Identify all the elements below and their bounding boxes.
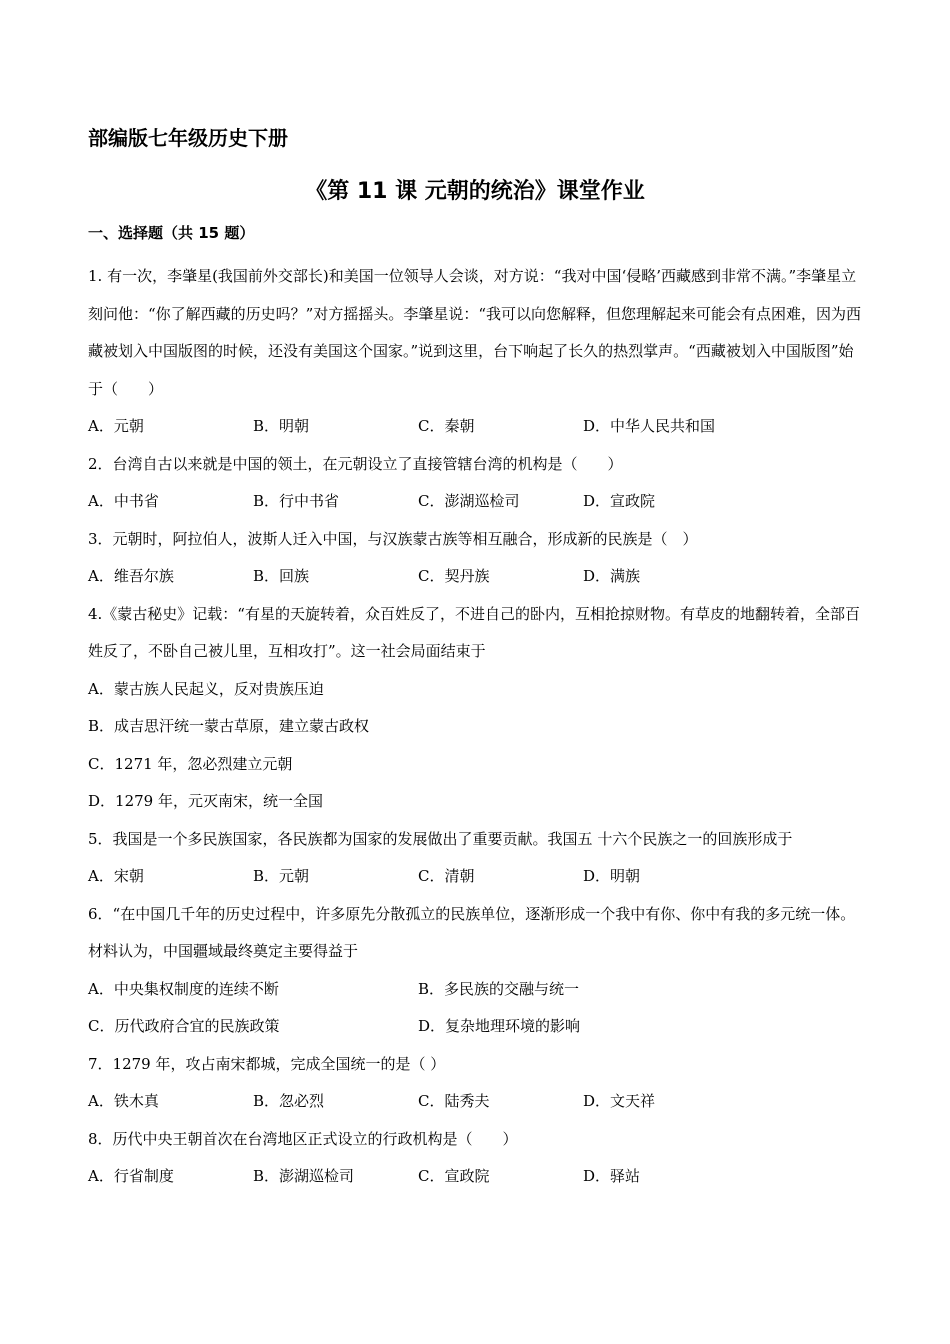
options-row xyxy=(88,746,863,784)
option-b[interactable]: B．行中书省 xyxy=(253,492,340,510)
question-stem: 5．我国是一个多民族国家，各民族都为国家的发展做出了重要贡献。我国五 十六个民族之一的回族形成于 xyxy=(88,829,793,848)
option-b[interactable]: B．元朝 xyxy=(253,867,310,885)
option-b[interactable]: B．多民族的交融与统一 xyxy=(418,979,580,998)
options-row xyxy=(88,1158,863,1196)
option-d[interactable]: D．宣政院 xyxy=(583,492,656,510)
option-a[interactable]: A．中书省 xyxy=(88,492,159,510)
options-row xyxy=(88,858,863,896)
question-5 xyxy=(88,821,863,896)
question-stem: 4.《蒙古秘史》记载：“有星的天旋转着，众百姓反了，不进自己的卧内，互相抢掠财物。有草皮的地翻转着，全部百姓反了，不卧自己被儿里，互相攻打”。这一社会局面结束于 xyxy=(88,604,860,660)
question-list xyxy=(88,258,863,1196)
option-c[interactable]: C．秦朝 xyxy=(418,417,475,435)
option-d[interactable]: D．中华人民共和国 xyxy=(583,417,716,435)
options-row xyxy=(88,483,863,521)
option-b[interactable]: B．回族 xyxy=(253,567,310,585)
option-d[interactable]: D．驿站 xyxy=(583,1167,641,1185)
options-row xyxy=(88,408,863,446)
section-heading: 一、选择题（共 15 题） xyxy=(88,224,255,242)
options-row xyxy=(88,1083,863,1121)
option-d[interactable]: D．1279 年，元灭南宋，统一全国 xyxy=(88,792,323,810)
options-row xyxy=(88,783,863,821)
option-a[interactable]: A．行省制度 xyxy=(88,1167,174,1185)
question-2 xyxy=(88,446,863,521)
options-row xyxy=(88,1008,863,1046)
question-stem: 3．元朝时，阿拉伯人，波斯人迁入中国，与汉族蒙古族等相互融合，形成新的民族是（ ） xyxy=(88,529,698,548)
option-d[interactable]: D．文天祥 xyxy=(583,1092,656,1110)
question-3 xyxy=(88,521,863,596)
option-c[interactable]: C．历代政府合宜的民族政策 xyxy=(88,1017,280,1035)
option-d[interactable]: D．复杂地理环境的影响 xyxy=(418,1017,581,1035)
option-a[interactable]: A．宋朝 xyxy=(88,867,144,885)
options-row xyxy=(88,671,863,709)
question-6 xyxy=(88,896,863,1046)
option-c[interactable]: C．契丹族 xyxy=(418,567,490,585)
option-c[interactable]: C．清朝 xyxy=(418,867,475,885)
option-b[interactable]: B．澎湖巡检司 xyxy=(253,1167,355,1185)
option-a[interactable]: A．蒙古族人民起义，反对贵族压迫 xyxy=(88,679,324,698)
question-stem: 2．台湾自古以来就是中国的领土，在元朝设立了直接管辖台湾的机构是（ ） xyxy=(88,454,623,473)
option-b[interactable]: B．忽必烈 xyxy=(253,1092,325,1110)
option-b[interactable]: B．成吉思汗统一蒙古草原，建立蒙古政权 xyxy=(88,717,370,735)
question-8 xyxy=(88,1121,863,1196)
question-stem: 1. 有一次，李肇星(我国前外交部长)和美国一位领导人会谈，对方说：“我对中国‘侵略’西藏感到非常不满。”李肇星立刻问他：“你了解西藏的历史吗？”对方摇摇头。李肇星说：“我可以向您解释，但您理解起来可能会有点困难，因为西藏被划入中国版图的时候，还没有美国这个国家。”说到这里，台下响起了长久的热烈掌声。“西藏被划入中国版图”始于（ ） xyxy=(88,267,862,398)
option-c[interactable]: C．宣政院 xyxy=(418,1167,490,1185)
question-stem: 8．历代中央王朝首次在台湾地区正式设立的行政机构是（ ） xyxy=(88,1129,518,1148)
option-b[interactable]: B．明朝 xyxy=(253,417,310,435)
option-a[interactable]: A．中央集权制度的连续不断 xyxy=(88,979,279,998)
question-stem: 7．1279 年，攻占南宋都城，完成全国统一的是（ ） xyxy=(88,1054,446,1073)
option-c[interactable]: C．陆秀夫 xyxy=(418,1092,490,1110)
options-row xyxy=(88,708,863,746)
document-title: 《第 11 课 元朝的统治》课堂作业 xyxy=(305,179,645,204)
options-row xyxy=(88,558,863,596)
option-a[interactable]: A．铁木真 xyxy=(88,1092,159,1110)
option-d[interactable]: D．明朝 xyxy=(583,867,641,885)
question-7 xyxy=(88,1046,863,1121)
question-1 xyxy=(88,258,863,446)
question-stem: 6．“在中国几千年的历史过程中，许多原先分散孤立的民族单位，逐渐形成一个我中有你、你中有我的多元统一体。材料认为，中国疆域最终奠定主要得益于 xyxy=(88,904,856,960)
option-c[interactable]: C．澎湖巡检司 xyxy=(418,492,520,510)
option-a[interactable]: A．元朝 xyxy=(88,417,144,435)
option-a[interactable]: A．维吾尔族 xyxy=(88,567,174,585)
question-4 xyxy=(88,596,863,821)
document-header: 部编版七年级历史下册 xyxy=(88,126,288,150)
option-c[interactable]: C．1271 年，忽必烈建立元朝 xyxy=(88,754,293,773)
options-row xyxy=(88,971,863,1009)
option-d[interactable]: D．满族 xyxy=(583,567,641,585)
